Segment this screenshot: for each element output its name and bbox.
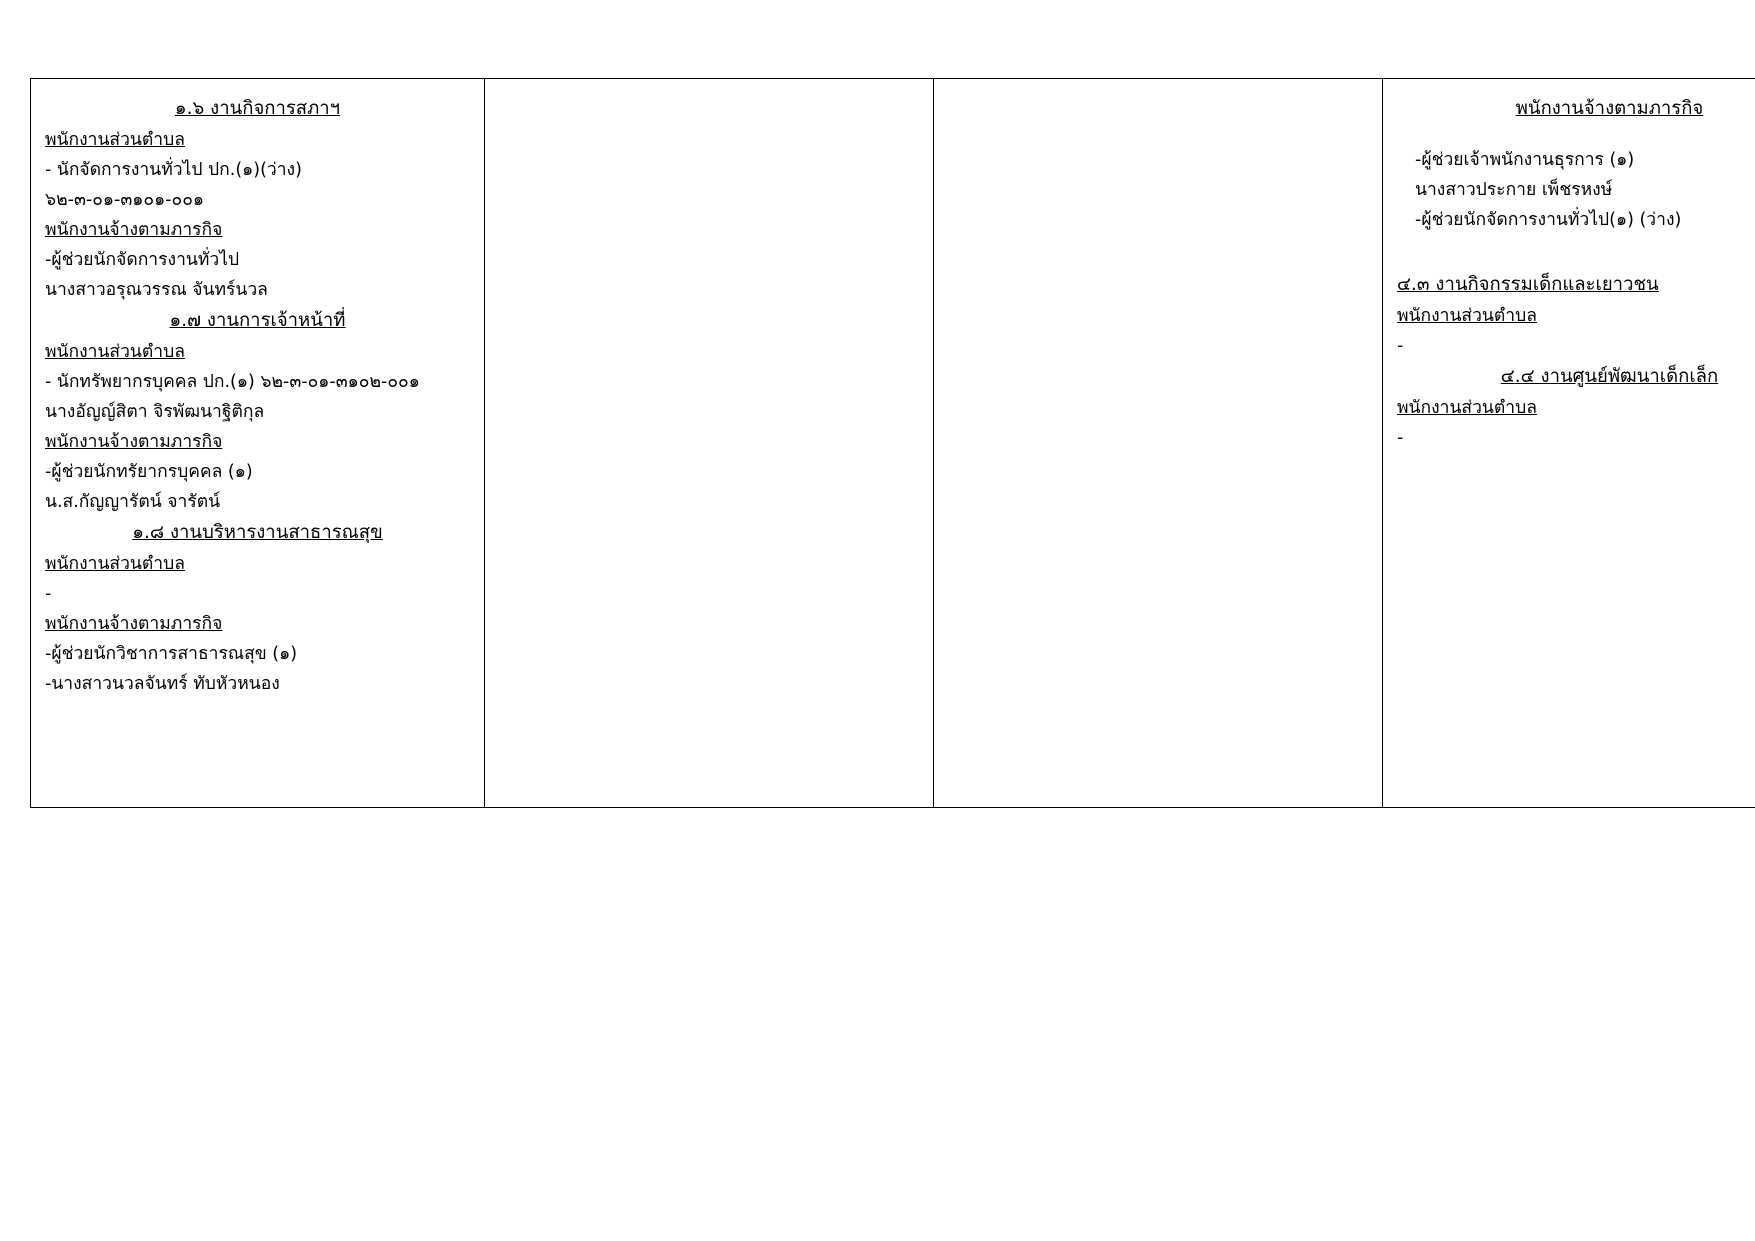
entry-line: -ผู้ช่วยนักทรัยากรบุคคล (๑) bbox=[45, 462, 253, 482]
section-heading: ๔.๔ งานศูนย์พัฒนาเด็กเล็ก bbox=[1500, 366, 1719, 387]
subheading-staff-type: พนักงานจ้างตามภารกิจ bbox=[45, 614, 223, 634]
table-cell-column-2 bbox=[485, 79, 934, 808]
section-heading: ๑.๘ งานบริหารงานสาธารณสุข bbox=[132, 522, 383, 543]
entry-line: น.ส.กัญญารัตน์ จารัตน์ bbox=[45, 492, 221, 512]
entry-line: - นักทรัพยากรบุคคล ปก.(๑) ๖๒-๓-๐๑-๓๑๐๒-๐๐๑ bbox=[45, 372, 420, 392]
table-cell-column-4 bbox=[1383, 79, 1755, 808]
vertical-spacer bbox=[1397, 125, 1755, 145]
subheading-staff-type: พนักงานส่วนตำบล bbox=[45, 342, 185, 362]
subheading-staff-type: พนักงานจ้างตามภารกิจ bbox=[45, 220, 223, 240]
table-cell-column-1 bbox=[31, 79, 485, 808]
entry-line: - bbox=[1397, 428, 1404, 448]
section-heading: ๔.๓ งานกิจกรรมเด็กและเยาวชน bbox=[1397, 274, 1659, 295]
section-heading: ๑.๗ งานการเจ้าหน้าที่ bbox=[169, 310, 346, 331]
section-heading: พนักงานจ้างตามภารกิจ bbox=[1515, 98, 1704, 119]
table-cell-column-3 bbox=[934, 79, 1383, 808]
entry-line: -นางสาวนวลจันทร์ ทับหัวหนอง bbox=[45, 674, 280, 694]
subheading-staff-type: พนักงานส่วนตำบล bbox=[1397, 398, 1537, 418]
subheading-staff-type: พนักงานส่วนตำบล bbox=[45, 130, 185, 150]
section-heading: ๑.๖ งานกิจการสภาฯ bbox=[174, 98, 341, 119]
entry-line: -ผู้ช่วยนักจัดการงานทั่วไป(๑) (ว่าง) bbox=[1415, 210, 1682, 230]
entry-line: นางสาวประกาย เพ็ชรหงษ์ bbox=[1415, 180, 1613, 200]
entry-line: - นักจัดการงานทั่วไป ปก.(๑)(ว่าง) bbox=[45, 160, 302, 180]
entry-line: -ผู้ช่วยนักวิชาการสาธารณสุข (๑) bbox=[45, 644, 298, 664]
entry-line: - bbox=[1397, 336, 1404, 356]
subheading-staff-type: พนักงานจ้างตามภารกิจ bbox=[45, 432, 223, 452]
entry-line: -ผู้ช่วยนักจัดการงานทั่วไป bbox=[45, 250, 240, 270]
entry-line: ๖๒-๓-๐๑-๓๑๐๑-๐๐๑ bbox=[45, 190, 204, 210]
organization-structure-table bbox=[30, 78, 1755, 808]
vertical-spacer bbox=[1397, 235, 1755, 269]
subheading-staff-type: พนักงานส่วนตำบล bbox=[45, 554, 185, 574]
subheading-staff-type: พนักงานส่วนตำบล bbox=[1397, 306, 1537, 326]
entry-line: นางอัญญ์สิตา จิรพัฒนาฐิติกุล bbox=[45, 402, 265, 422]
table-row bbox=[31, 79, 1755, 808]
entry-line: -ผู้ช่วยเจ้าพนักงานธุรการ (๑) bbox=[1415, 150, 1635, 170]
entry-line: นางสาวอรุณวรรณ จันทร์นวล bbox=[45, 280, 268, 300]
entry-line: - bbox=[45, 584, 52, 604]
